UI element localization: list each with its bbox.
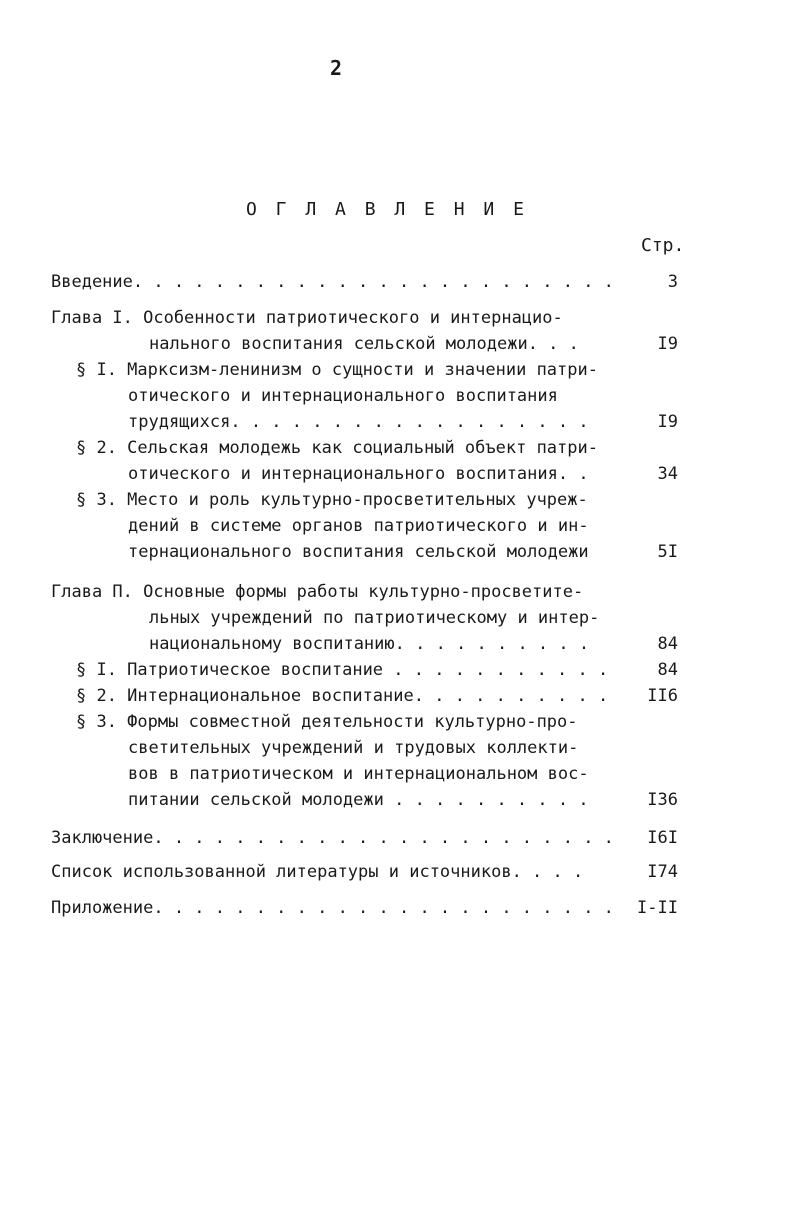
toc-entry-line: § 3. Формы совместной деятельности культурно-про-: [76, 712, 578, 732]
toc-entry-line: Список использованной литературы и источников. . . .: [51, 862, 584, 882]
toc-entry-page: 84: [657, 660, 678, 680]
toc-entry-line: § I. Патриотическое воспитание . . . . . . . . . . .: [76, 660, 609, 680]
toc-entry-line: светительных учреждений и трудовых коллекти-: [128, 738, 579, 758]
toc-entry-line: национальному воспитанию. . . . . . . . . .: [149, 634, 590, 654]
toc-entry-line: трудящихся. . . . . . . . . . . . . . . . . .: [128, 412, 589, 432]
toc-entry-page: I6I: [647, 828, 678, 848]
toc-title: О Г Л А В Л Е Н И Е: [246, 199, 526, 220]
toc-entry-line: § 2. Интернациональное воспитание. . . . . . . . . .: [76, 686, 609, 706]
toc-entry-line: § 2. Сельская молодежь как социальный объект патри-: [76, 438, 598, 458]
toc-entry-line: питании сельской молодежи . . . . . . . . . .: [128, 790, 589, 810]
toc-entry-page: 84: [657, 634, 678, 654]
toc-entry-line: Введение. . . . . . . . . . . . . . . . . . . . . . . .: [51, 272, 614, 292]
toc-entry-page: 5I: [657, 542, 678, 562]
toc-entry-line: дений в системе органов патриотического и ин-: [128, 516, 589, 536]
toc-entry-page: II6: [647, 686, 678, 706]
toc-entry-page: I36: [647, 790, 678, 810]
toc-entry-page: I9: [657, 412, 678, 432]
toc-entry-line: отического и интернационального воспитания: [128, 386, 558, 406]
toc-entry-line: § I. Марксизм-ленинизм о сущности и значении патри-: [76, 360, 598, 380]
page-column-header: Стр.: [641, 235, 685, 256]
page-number: 2: [330, 56, 343, 80]
toc-entry-line: отического и интернационального воспитания. .: [128, 464, 589, 484]
toc-entry-page: 34: [657, 464, 678, 484]
toc-entry-page: I9: [657, 334, 678, 354]
toc-entry-line: § 3. Место и роль культурно-просветительных учреж-: [76, 490, 588, 510]
toc-entry-line: Приложение. . . . . . . . . . . . . . . . . . . . . . .: [51, 898, 614, 918]
toc-entry-line: льных учреждений по патриотическому и интер-: [149, 608, 600, 628]
toc-entry-line: вов в патриотическом и интернациональном вос-: [128, 764, 589, 784]
toc-entry-line: нального воспитания сельской молодежи. . .: [149, 334, 579, 354]
toc-entry-line: Глава I. Особенности патриотического и интернацио-: [51, 308, 563, 328]
toc-entry-page: 3: [667, 272, 678, 292]
toc-entry-page: I-II: [637, 898, 678, 918]
toc-entry-line: Заключение. . . . . . . . . . . . . . . . . . . . . . .: [51, 828, 614, 848]
toc-entry-page: I74: [647, 862, 678, 882]
toc-entry-line: Глава П. Основные формы работы культурно-просветите-: [51, 582, 584, 602]
toc-entry-line: тернационального воспитания сельской молодежи: [128, 542, 589, 562]
